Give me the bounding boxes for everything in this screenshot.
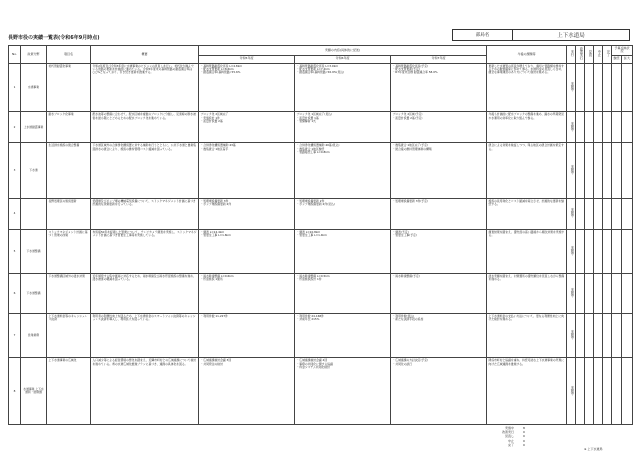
row-no: 4 [9, 198, 21, 229]
row-status-empty [622, 198, 633, 229]
row-future: 関係市町村と協議を重ね、持続可能な上下水道事業の実現に向けた広域連携を推進する。 [487, 358, 567, 425]
row-future: 浸水実績を踏まえ、対策箇所の優先順位を見直しながら整備を進める。 [487, 274, 567, 314]
row-status-empty [576, 229, 585, 273]
row-r5: ・広域連携検討会議 3回 ・共同発注の検討 [199, 358, 295, 425]
row-status [567, 274, 576, 314]
department-value: 上下水道局 [557, 33, 585, 39]
row-status-empty [594, 112, 603, 143]
row-r6: ・基幹管路耐震化延長 L=3.9km ・配水支管更新 L=7.2km ・耐震適合率(基幹管路) 56.9%(見込) [295, 63, 391, 112]
row-field: 下水道整備 [21, 229, 47, 273]
row-r6: ・処理場設備更新 2件 ・ポンプ場設備更新 2件(見込) [295, 198, 391, 229]
header-r5: 令和5年度 [199, 55, 295, 63]
row-summary: 下水道区域外の合併浄化槽設置に対する補助を行うとともに、公共下水道と農業集落排水の統合により、施設の維持管理コスト縮減を図っている。 [91, 143, 199, 198]
row-no: 1 [9, 63, 21, 112]
row-status-empty [612, 229, 622, 273]
row-status-empty [622, 143, 633, 198]
row-r7: ・雨水幹線整備(予定) [391, 274, 487, 314]
table-row [9, 112, 633, 143]
row-status-empty [576, 198, 585, 229]
header-status-1: 実行 [567, 46, 576, 64]
row-status-label: 実施中 [569, 82, 574, 92]
row-summary: 令和2年度及び令和3年度に水道事業のビジョンの見直しを行い、老朽化が進んでいる管路の更新を計画的に進めている。令和5年度末の基幹管路の耐震適合率は○○%となっており、引き続き更新を推進する。 [91, 63, 199, 112]
row-status-empty [603, 314, 612, 358]
row-status-empty [576, 143, 585, 198]
total-label: 実施中 [504, 426, 514, 430]
row-future: 今後も計画的に配水ブロックの整備を進め、漏水の早期発見や水運用の効率化に取り組んで参る。 [487, 112, 567, 143]
row-status-empty [594, 229, 603, 273]
row-no: 8 [9, 358, 21, 425]
row-status-empty [603, 112, 612, 143]
row-r7: ・調査(予定) ・管更生工事(予定) [391, 229, 487, 273]
row-status-label: 実施中 [569, 246, 574, 256]
header-budget-expand: 拡大 [622, 55, 633, 63]
table-row [9, 143, 633, 198]
row-status-empty [612, 198, 622, 229]
row-field: 上水道耐震事業 [21, 112, 47, 143]
header-summary: 概要 [91, 46, 199, 64]
row-summary: 布設後50年を経過した管渠について、テレビカメラ調査を実施し、ストックマネジメント計画に基づき管更生工事等を実施している。 [91, 229, 199, 273]
row-status-empty [612, 274, 622, 314]
row-future: 上下水道料金の支払い方法について、更なる利便性向上に向けた検討を進める。 [487, 314, 567, 358]
row-r6: ・合併浄化槽設置補助 40基(見込) ・農集統合 1地区継続 ・管路接続工事 L=0.8km [295, 143, 391, 198]
row-status-empty [594, 63, 603, 112]
header-budget-continue: 継続 [612, 55, 622, 63]
department-box [452, 29, 630, 41]
row-status-label: 実施中 [569, 330, 574, 340]
table-row [9, 274, 633, 314]
total-value: 0 [523, 430, 525, 435]
row-item: 下水道整備区域外の浸水対策 [47, 274, 91, 314]
row-future: 更新した水道管の延長が増えており、適切に管路網を維持するための財源確保に努めて参る。水道料金の見直しも含め、健全な事業運営のあり方について検討を進める。 [487, 63, 567, 112]
row-field: 水道事業 [21, 63, 47, 112]
row-status-empty [585, 229, 594, 273]
row-status [567, 198, 576, 229]
row-r5: ・利用件数 11,227件 [199, 314, 295, 358]
row-status-empty [612, 358, 622, 425]
results-table [8, 45, 633, 425]
row-status-empty [603, 143, 612, 198]
department-label: 部局名 [453, 30, 513, 40]
total-label: 見直し [504, 434, 514, 439]
row-status-empty [576, 63, 585, 112]
header-status-3: 見直 [585, 46, 594, 64]
row-field: 水道事業 上下水道局・総務課 [21, 358, 47, 425]
row-status-empty [576, 274, 585, 314]
row-r5: ブロック化 2区域完了 ・実施設計 1件 ・流量計設置 2基 [199, 112, 295, 143]
row-status [567, 314, 576, 358]
row-item: 老朽管耐震化事業 [47, 63, 91, 112]
row-status-empty [585, 314, 594, 358]
total-value: 8 [523, 426, 525, 430]
total-label: 中止 [507, 438, 514, 443]
row-status-empty [576, 358, 585, 425]
row-item: 上下水道事業の広域化 [47, 358, 91, 425]
row-status-empty [594, 314, 603, 358]
status-totals [490, 426, 530, 447]
row-summary: 配水池等の整備に合わせて、配水区域を複数のブロックに分割し、災害時の断水被害を最小限にとどめるための配水ブロック化を進めている。 [91, 112, 199, 143]
header-r7: 令和7年度 [391, 55, 487, 63]
row-field: 下水道整備 [21, 274, 47, 314]
row-r6: ブロック化 1区域完了(見込) ・流量計設置 1基 ・管網解析 1式 [295, 112, 391, 143]
header-field: 政策分野 [21, 46, 47, 64]
total-value: 0 [523, 442, 525, 447]
row-status-label: 実施中 [569, 121, 574, 132]
row-status-empty [612, 112, 622, 143]
row-status-empty [585, 63, 594, 112]
row-status [567, 229, 576, 273]
row-status [567, 63, 576, 112]
row-future: 施設の長寿命化とコスト縮減を両立させ、計画的な更新を継続する。 [487, 198, 567, 229]
row-status-empty [576, 314, 585, 358]
row-field: 下水道 [21, 143, 47, 198]
row-status-empty [594, 198, 603, 229]
row-no: 2 [9, 112, 21, 143]
row-summary: 人口減少等による経営環境の悪化を踏まえ、近隣市町村との広域連携について検討を進めている。県の水道広域化推進プランに基づき、連携の具体化を図る。 [91, 358, 199, 425]
header-item: 項目名 [47, 46, 91, 64]
row-r7: ・広域連携の方針決定(予定) ・共同化の試行 [391, 358, 487, 425]
row-status-empty [612, 143, 622, 198]
row-no: 6 [9, 274, 21, 314]
table-row [9, 358, 633, 425]
row-r5: ・雨水幹線整備 L=0.6km ・貯留施設 1箇所 [199, 274, 295, 314]
row-r6: ・広域連携検討会議 4回 ・事務の共同化に関する協議 ・料金システム共同化検討 [295, 358, 391, 425]
document-title: 長野市役の実績一覧表(令和6年9月時点) [8, 35, 100, 41]
row-future: 統合による効果を検証しつつ、残る地区の統合計画を策定する。 [487, 143, 567, 198]
row-r7: ・農集統合 1地区完了(予定) ・統合後の維持管理体制の構築 [391, 143, 487, 198]
row-status-empty [594, 358, 603, 425]
row-status-empty [585, 198, 594, 229]
row-no: 7 [9, 314, 21, 358]
row-status [567, 358, 576, 425]
row-status-label: 実施中 [569, 208, 574, 218]
row-status-label: 実施中 [569, 385, 574, 396]
row-field: 営業業務 [21, 314, 47, 358]
row-r7: ・利用件数(見込) ・新たな決済手段の追加 [391, 314, 487, 358]
row-status-empty [612, 314, 622, 358]
row-status-empty [622, 229, 633, 273]
row-status-empty [603, 358, 612, 425]
total-line [490, 443, 530, 447]
header-future: 今後の課題等 [487, 46, 567, 64]
row-status-label: 実施中 [569, 288, 574, 298]
row-r5: ・処理場設備更新 3件 ・ポンプ場設備更新 2件 [199, 198, 295, 229]
row-r7: ・処理場設備更新 3件(予定) [391, 198, 487, 229]
header-status-2: 改善実行 [576, 46, 585, 64]
row-status-empty [594, 274, 603, 314]
row-summary: 処理場及びポンプ場の機械電気設備について、ストックマネジメント計画に基づき計画的な改築更新を行っている。 [91, 198, 199, 229]
total-label: 完了 [507, 442, 514, 447]
row-status-empty [603, 229, 612, 273]
row-status-empty [622, 274, 633, 314]
table-row [9, 198, 633, 229]
row-status [567, 112, 576, 143]
row-item: 上下水道料金等のキャッシュレス決済 [47, 314, 91, 358]
row-item: 長野処理区の施設更新 [47, 198, 91, 229]
row-future: 調査結果を踏まえ、優先度の高い路線から順次対策を実施する。 [487, 229, 567, 273]
row-r5: ・調査 L=12.4km ・管更生工事 L=1.6km [199, 229, 295, 273]
total-value: 0 [523, 438, 525, 443]
row-summary: 利用者の利便性向上を図るため、上下水道料金のスマートフォン決済等のキャッシュレス決済を導入し、利用拡大を図っている。 [91, 314, 199, 358]
row-r6: ・調査 L=10.8km ・管更生工事 L=1.4km [295, 229, 391, 273]
row-status-empty [585, 358, 594, 425]
row-status-empty [622, 112, 633, 143]
table-row [9, 63, 633, 112]
row-status-empty [603, 198, 612, 229]
row-status-label: 実施中 [569, 165, 574, 175]
row-item: 耐水ブロック化事業 [47, 112, 91, 143]
row-item: ストックマネジメント計画に基づく管渠の改築 [47, 229, 91, 273]
row-no: 3 [9, 143, 21, 198]
row-r5: ・基幹管路耐震化延長 L=4.8km ・配水支管更新 L=8.6km ・耐震適合率(基幹管路) 55.6% [199, 63, 295, 112]
header-r6: 令和6年度 [295, 55, 391, 63]
row-status-empty [585, 112, 594, 143]
total-value: 0 [523, 434, 525, 439]
row-status [567, 143, 576, 198]
row-status-empty [622, 358, 633, 425]
row-item: 生活排水施設の統合整備 [47, 143, 91, 198]
row-status-empty [603, 63, 612, 112]
row-no: 5 [9, 229, 21, 273]
row-r6: ・利用件数 24,168件 ・対前年比 215% [295, 314, 391, 358]
table-row [9, 229, 633, 273]
header-results: 実績の内容(具体的に記述) [199, 46, 487, 56]
table-row [9, 314, 633, 358]
header-status-4: 中止 [594, 46, 603, 64]
row-r7: ・基幹管路耐震化延長(予定) ・配水支管更新(予定) ・R7年度末目標 耐震適合率 58.0% [391, 63, 487, 112]
row-r6: ・雨水幹線整備 L=0.5km ・貯留施設設計 1件 [295, 274, 391, 314]
row-status-empty [612, 63, 622, 112]
row-summary: 近年頻発する集中豪雨に対応するため、雨水幹線及び雨水貯留施設の整備を進め、浸水被害の軽減を図っている。 [91, 274, 199, 314]
row-status-empty [622, 314, 633, 358]
header-no: No. [9, 46, 21, 64]
row-field [21, 198, 47, 229]
row-status-empty [622, 63, 633, 112]
row-r5: ・合併浄化槽設置補助 43基 ・農集統合 1地区着手 [199, 143, 295, 198]
total-label: 改善実行 [501, 430, 514, 435]
row-status-empty [585, 274, 594, 314]
header-budget: 予算反映状況 [612, 46, 633, 56]
row-status-empty [576, 112, 585, 143]
row-status-empty [585, 143, 594, 198]
row-status-empty [594, 143, 603, 198]
header-status-5: 完了 [603, 46, 612, 64]
row-status-empty [603, 274, 612, 314]
row-r7: ブロック化 2区域(予定) ・流量計設置 2基(予定) [391, 112, 487, 143]
footer-note: ※ 上下水道局 [584, 447, 603, 451]
